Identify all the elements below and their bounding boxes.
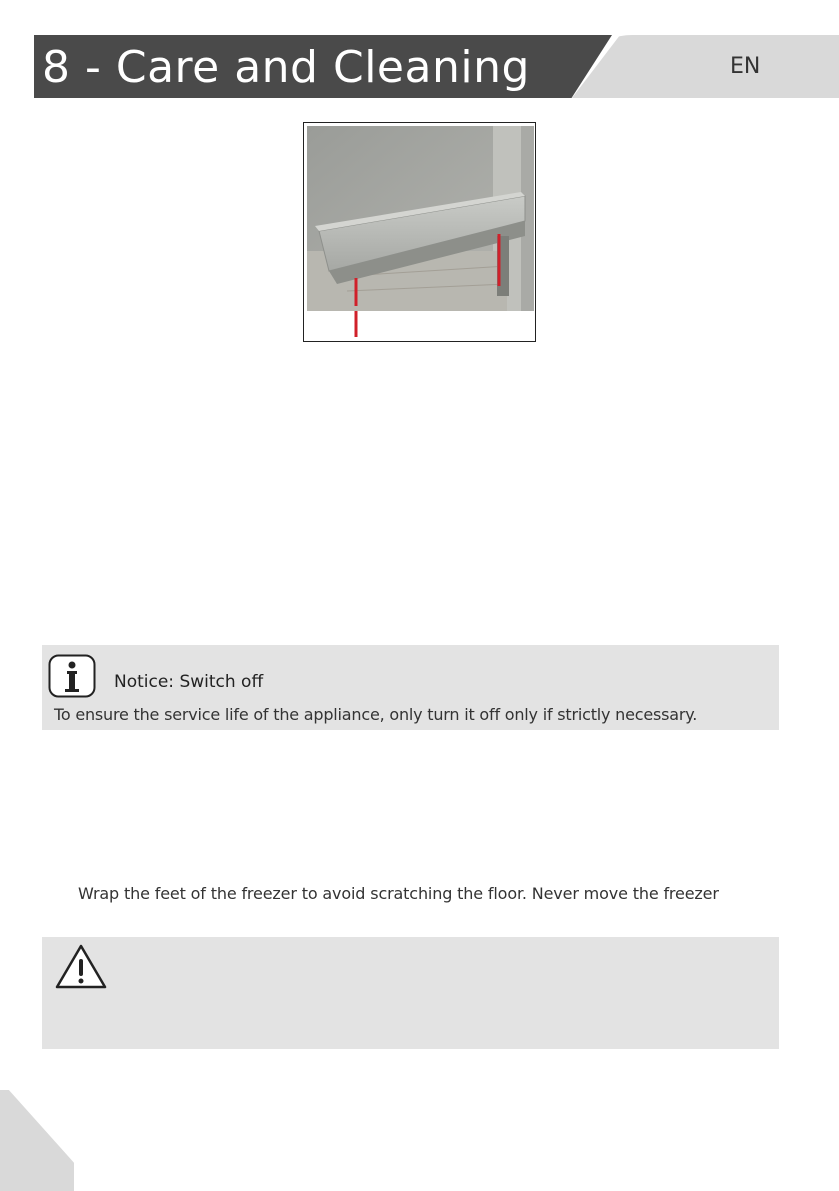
page-corner-tab [0, 1090, 74, 1191]
page-title: 8 - Care and Cleaning [42, 42, 530, 93]
info-icon [48, 654, 96, 698]
moving-instruction-text: Wrap the feet of the freezer to avoid scratching the floor. Never move the freezer [78, 884, 719, 903]
notice-text: To ensure the service life of the appliance, only turn it off only if strictly necessary. [54, 705, 698, 724]
language-tab [572, 35, 839, 98]
arrow-left-extension [307, 311, 534, 341]
warning-triangle-icon [54, 943, 108, 991]
language-label: EN [730, 54, 761, 79]
figure-frame [303, 122, 536, 342]
warning-box [42, 937, 779, 1049]
door-shelf-photo [307, 126, 534, 311]
notice-title: Notice: Switch off [114, 672, 264, 692]
